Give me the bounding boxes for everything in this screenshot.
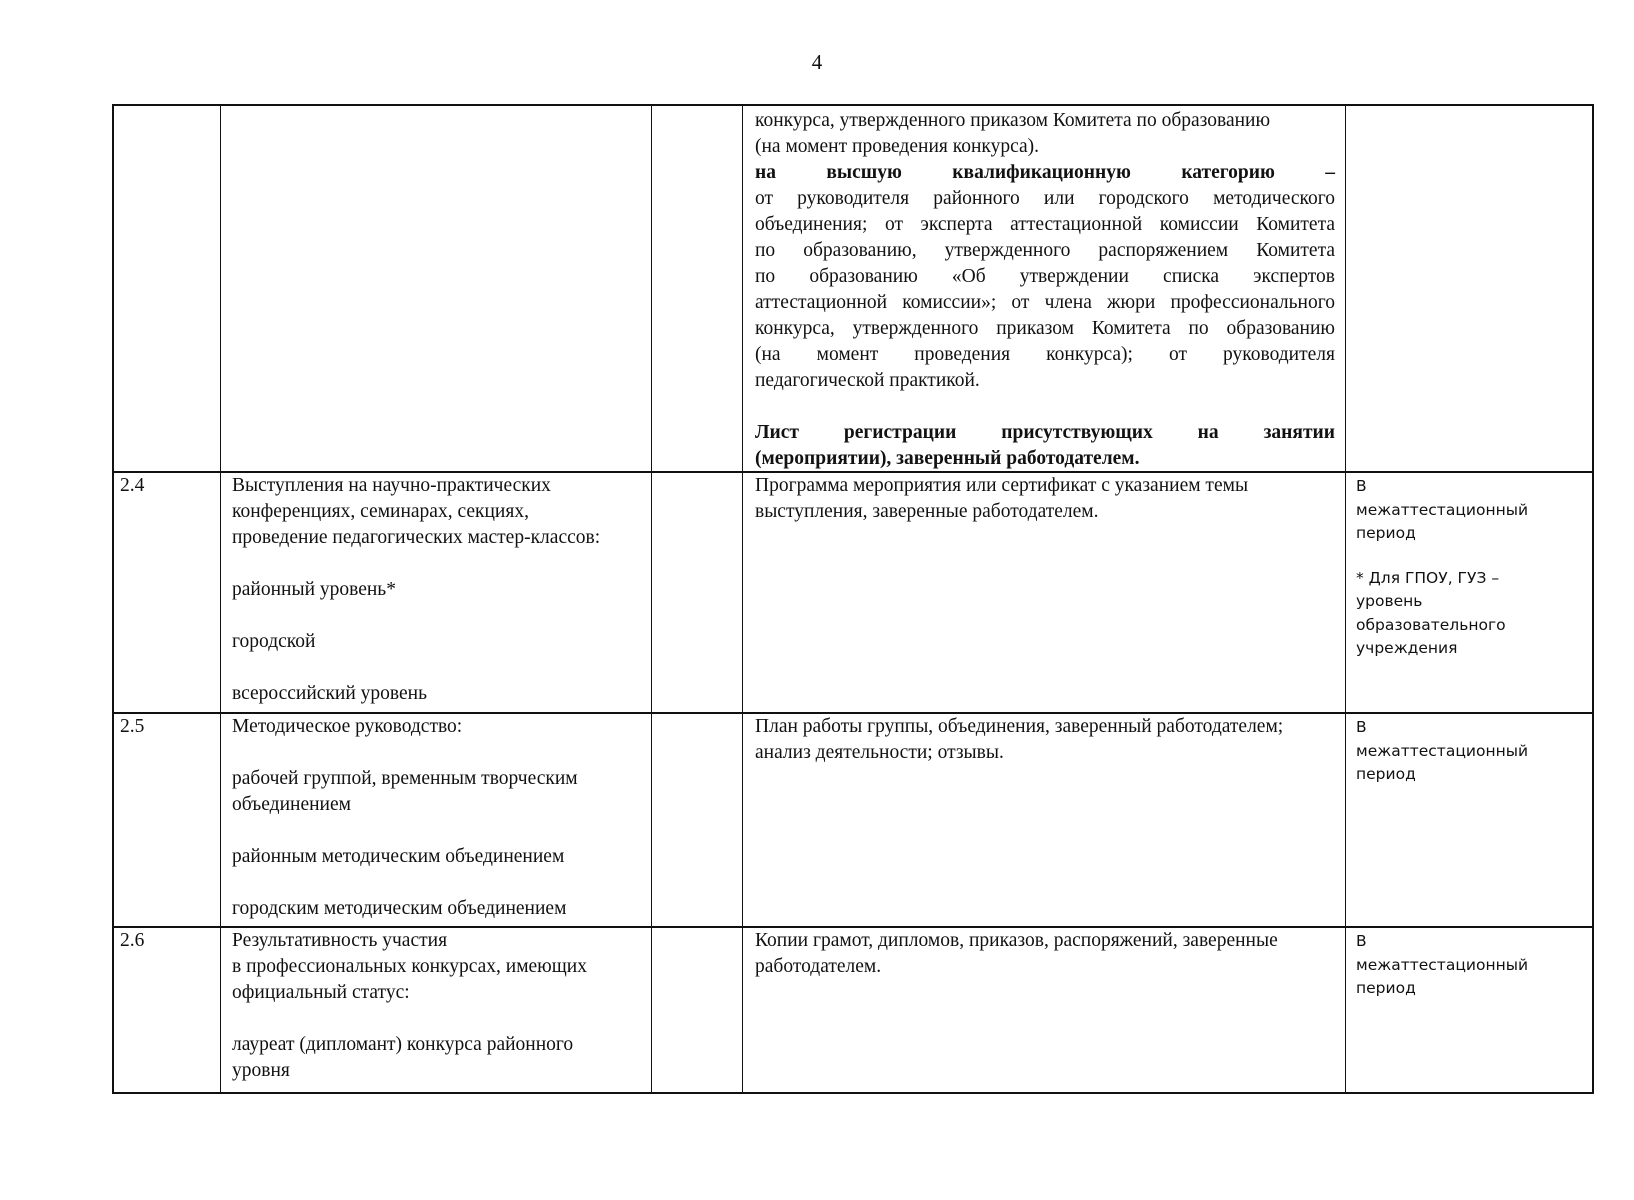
level-item: городской (232, 631, 316, 652)
criteria-line: проведение педагогических мастер-классов: (232, 527, 601, 548)
criteria-cell (232, 928, 642, 1084)
row-number: 2.5 (120, 716, 145, 737)
highest-category-line: педагогической практикой. (755, 370, 980, 391)
criteria-line: в профессиональных конкурсах, имеющих (232, 956, 587, 977)
column-divider (220, 106, 221, 1092)
column-divider (651, 106, 652, 1092)
criteria-line: Выступления на научно-практических (232, 475, 551, 496)
level-item: рабочей группой, временным творческим (232, 768, 578, 789)
level-item: городским методическим объединением (232, 898, 567, 919)
criteria-line: Методическое руководство: (232, 716, 463, 737)
row-number: 2.4 (120, 475, 145, 496)
footnote-line: образовательного (1356, 615, 1506, 634)
continuation-evidence-cell (755, 108, 1335, 472)
page-number: 4 (811, 50, 823, 74)
evidence-line: Копии грамот, дипломов, приказов, распоряжений, заверенные (755, 930, 1278, 951)
level-item: объединением (232, 794, 351, 815)
highest-category-line: конкурса, утвержденного приказом Комитета по образованию (755, 318, 1335, 339)
level-item: лауреат (дипломант) конкурса районного (232, 1034, 574, 1055)
period-line: межаттестационный (1356, 741, 1529, 760)
highest-category-heading: на высшую квалификационную категорию – (755, 162, 1335, 183)
column-divider (1345, 106, 1346, 1092)
period-line: межаттестационный (1356, 500, 1529, 519)
evidence-line: План работы группы, объединения, заверенный работодателем; (755, 716, 1284, 737)
highest-category-line: по образованию, утвержденного распоряжением Комитета (755, 240, 1335, 261)
criteria-table (112, 104, 1594, 1094)
period-line: период (1356, 524, 1416, 542)
row-number: 2.6 (120, 930, 145, 951)
footnote-line: * Для ГПОУ, ГУЗ – (1356, 568, 1500, 587)
criteria-line: конференциях, семинарах, секциях, (232, 501, 529, 522)
criteria-line: официальный статус: (232, 982, 410, 1003)
continuation-line: (на момент проведения конкурса). (755, 136, 1040, 157)
period-cell (1356, 475, 1592, 661)
period-cell (1356, 930, 1592, 1001)
period-cell (1356, 716, 1592, 787)
criteria-cell (232, 714, 642, 922)
footnote-line: учреждения (1356, 639, 1458, 657)
highest-category-line: от руководителя районного или городского методического (755, 188, 1335, 209)
highest-category-line: (на момент проведения конкурса); от руководителя (755, 344, 1335, 365)
column-divider (742, 106, 743, 1092)
level-item: районным методическим объединением (232, 846, 565, 867)
evidence-line: выступления, заверенные работодателем. (755, 501, 1099, 522)
period-line: период (1356, 765, 1416, 783)
evidence-line: Программа мероприятия или сертификат с указанием темы (755, 475, 1249, 496)
highest-category-line: объединения; от эксперта аттестационной комиссии Комитета (755, 214, 1335, 235)
highest-category-line: аттестационной комиссии»; от члена жюри профессионального (755, 292, 1335, 313)
continuation-line: конкурса, утвержденного приказом Комитета по образованию (755, 110, 1271, 131)
period-line: период (1356, 979, 1416, 997)
period-line: В (1356, 477, 1367, 495)
period-line: межаттестационный (1356, 955, 1529, 974)
criteria-line: Результативность участия (232, 930, 448, 951)
attendance-sheet-line: Лист регистрации присутствующих на занятии (755, 422, 1335, 443)
level-item: всероссийский уровень (232, 683, 428, 704)
evidence-cell (755, 928, 1335, 980)
evidence-cell (755, 714, 1335, 766)
evidence-cell (755, 473, 1335, 525)
evidence-line: работодателем. (755, 956, 882, 977)
footnote-line: уровень (1356, 592, 1423, 610)
evidence-line: анализ деятельности; отзывы. (755, 742, 1004, 763)
period-line: В (1356, 932, 1367, 950)
highest-category-line: по образованию «Об утверждении списка экспертов (755, 266, 1335, 287)
level-item: уровня (232, 1060, 290, 1081)
attendance-sheet-line: (мероприятии), заверенный работодателем. (755, 448, 1140, 469)
criteria-cell (232, 473, 642, 707)
period-line: В (1356, 718, 1367, 736)
level-item: районный уровень* (232, 579, 396, 600)
